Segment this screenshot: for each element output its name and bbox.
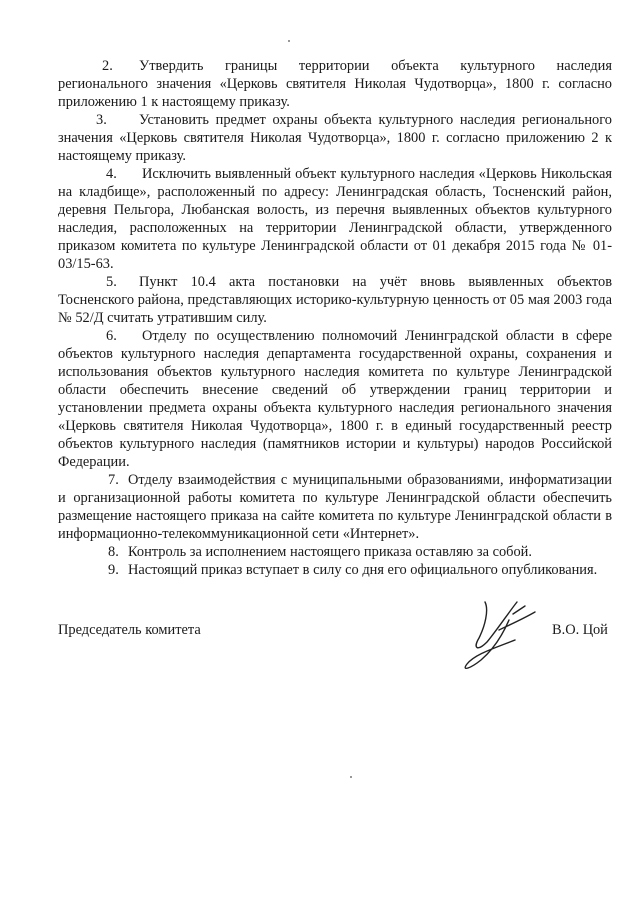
paragraph-text: Утвердить границы территории объекта культурного наследия регионального значения «Церковь святителя Николая Чудотворца», 1800 г. согласно приложению 1 к настоящему приказу.: [58, 58, 612, 110]
paragraph-2: [58, 57, 612, 111]
paragraph-number: 8.: [108, 544, 119, 560]
paragraph-3: [58, 111, 612, 165]
paragraph-5: [58, 273, 612, 327]
paragraph-text: Отделу по осуществлению полномочий Ленинградской области в сфере объектов культурного наследия департамента государственной охраны, сохранения и использования объектов культурного наследия комитета по культуре Ленинградской области обеспечить внесение сведений об утверждении границ территории и установлении предмета охраны объекта культурного наследия регионального значения «Церковь святителя Николая Чудотворца», 1800 г. в единый государственный реестр объектов культурного наследия (памятников истории и культуры) народов Российской Федерации.: [58, 328, 612, 470]
paragraph-text: Контроль за исполнением настоящего приказа оставляю за собой.: [128, 544, 532, 560]
paragraph-6: [58, 327, 612, 471]
paragraph-number: 9.: [108, 562, 119, 578]
paragraph-text: Настоящий приказ вступает в силу со дня его официального опубликования.: [128, 562, 598, 578]
paragraph-7: [58, 471, 612, 543]
scan-speck: [288, 40, 290, 42]
scan-speck: [350, 776, 352, 778]
handwritten-signature: [455, 590, 545, 680]
paragraph-number: 3.: [96, 112, 107, 128]
paragraph-number: 2.: [102, 58, 113, 74]
paragraph-text: Пункт 10.4 акта постановки на учёт вновь выявленных объектов Тосненского района, представляющих историко-культурную ценность от 05 мая 2003 года № 52/Д считать утратившим силу.: [58, 274, 612, 326]
paragraph-number: 4.: [106, 166, 117, 182]
paragraph-4: [58, 165, 612, 273]
paragraph-number: 7.: [108, 472, 119, 488]
order-body: [58, 57, 612, 579]
paragraph-8: [58, 543, 612, 561]
signer-name: В.О. Цой: [552, 622, 608, 638]
paragraph-9: [58, 561, 612, 579]
paragraph-number: 6.: [106, 328, 117, 344]
paragraph-number: 5.: [106, 274, 117, 290]
paragraph-text: Установить предмет охраны объекта культурного наследия регионального значения «Церковь святителя Николая Чудотворца», 1800 г. согласно приложению 2 к настоящему приказу.: [58, 112, 612, 164]
paragraph-text: Исключить выявленный объект культурного наследия «Церковь Никольская на кладбище», расположенный по адресу: Ленинградская область, Тосненский район, деревня Пельгора, Любанская волость, из перечня выявленных объектов культурного наследия, расположенных на территории Ленинградской области, утвержденного приказом комитета по культуре Ленинградской области от 01 декабря 2015 года № 01-03/15-63.: [58, 166, 612, 272]
signer-title: Председатель комитета: [58, 622, 201, 638]
paragraph-text: Отделу взаимодействия с муниципальными образованиями, информатизации и организационной работы комитета по культуре Ленинградской области обеспечить размещение настоящего приказа на сайте комитета по культуре Ленинградской области в информационно-телекоммуникационной сети «Интернет».: [58, 472, 612, 542]
